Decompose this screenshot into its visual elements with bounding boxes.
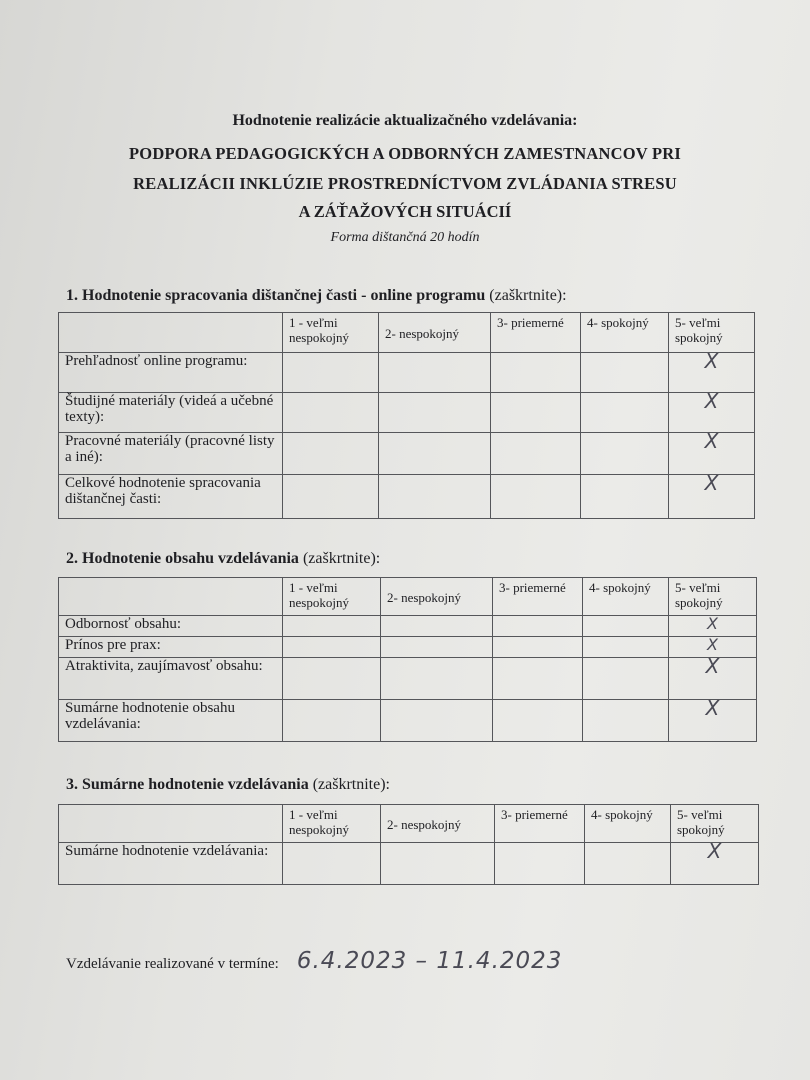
section-1-table [58, 312, 755, 519]
section-2-table [58, 577, 757, 742]
rating-cell[interactable] [493, 658, 583, 700]
rating-cell[interactable] [283, 393, 379, 433]
col-header-4: 4- spokojný [585, 805, 671, 843]
rating-cell-checked[interactable] [669, 349, 755, 393]
rating-cell-checked[interactable] [669, 389, 755, 433]
table-row [59, 700, 757, 742]
handwritten-x-mark: X [704, 471, 719, 495]
table-header-row [59, 313, 755, 353]
row-label: Prínos pre prax: [59, 637, 283, 658]
row-label: Odbornosť obsahu: [59, 616, 283, 637]
header-corner-cell [59, 805, 283, 843]
table-row [59, 433, 755, 475]
rating-cell-checked[interactable] [669, 696, 757, 742]
rating-cell[interactable] [283, 658, 381, 700]
header-corner-cell [59, 313, 283, 353]
rating-cell[interactable] [581, 433, 669, 475]
training-dates [66, 948, 562, 974]
rating-cell[interactable] [283, 475, 379, 519]
handwritten-dates: 6.4.2023 – 11.4.2023 [296, 948, 563, 974]
rating-cell[interactable] [379, 433, 491, 475]
rating-cell[interactable] [381, 637, 493, 658]
col-header-3: 3- priemerné [495, 805, 585, 843]
table-header-row [59, 805, 759, 843]
col-header-2: 2- nespokojný [379, 313, 491, 353]
row-label: Sumárne hodnotenie vzdelávania: [59, 843, 283, 885]
form-subtitle: Forma dištančná 20 hodín [330, 230, 480, 245]
handwritten-x-mark: X [707, 614, 718, 633]
rating-cell[interactable] [493, 616, 583, 637]
rating-cell[interactable] [583, 658, 669, 700]
row-label: Atraktivita, zaujímavosť obsahu: [59, 658, 283, 700]
rating-cell[interactable] [585, 843, 671, 885]
col-header-5: 5- veľmi spokojný [669, 578, 757, 616]
row-label: Celkové hodnotenie spracovania dištančnej časti: [59, 475, 283, 519]
rating-cell[interactable] [283, 433, 379, 475]
section-2-title: 2. Hodnotenie obsahu vzdelávania (zaškrtnite): [66, 550, 381, 567]
rating-cell-checked[interactable] [671, 839, 759, 885]
rating-cell[interactable] [495, 843, 585, 885]
rating-cell[interactable] [381, 658, 493, 700]
table-row [59, 658, 757, 700]
section-3-title: 3. Sumárne hodnotenie vzdelávania (zaškrtnite): [66, 776, 390, 793]
rating-cell-checked[interactable] [669, 616, 757, 637]
section-1-title: 1. Hodnotenie spracovania dištančnej časti - online programu (zaškrtnite): [66, 287, 567, 304]
program-title-line-3: A ZÁŤAŽOVÝCH SITUÁCIÍ [298, 202, 512, 221]
rating-cell[interactable] [381, 700, 493, 742]
header-corner-cell [59, 578, 283, 616]
rating-cell[interactable] [381, 843, 495, 885]
handwritten-x-mark: X [705, 696, 720, 720]
row-label: Študijné materiály (videá a učebné texty): [59, 393, 283, 433]
col-header-5: 5- veľmi spokojný [671, 805, 759, 843]
dates-label: Vzdelávanie realizované v termíne: [66, 956, 279, 972]
rating-cell[interactable] [491, 475, 581, 519]
col-header-3: 3- priemerné [493, 578, 583, 616]
col-header-2: 2- nespokojný [381, 578, 493, 616]
rating-cell[interactable] [283, 353, 379, 393]
rating-cell-checked[interactable] [669, 429, 755, 475]
rating-cell[interactable] [583, 637, 669, 658]
handwritten-x-mark: X [705, 654, 720, 678]
rating-cell[interactable] [583, 616, 669, 637]
program-title-line-2: REALIZÁCII INKLÚZIE PROSTREDNÍCTVOM ZVLÁDANIA STRESU [133, 174, 677, 193]
rating-cell[interactable] [493, 637, 583, 658]
rating-cell-checked[interactable] [669, 471, 755, 519]
rating-cell[interactable] [491, 353, 581, 393]
col-header-4: 4- spokojný [583, 578, 669, 616]
rating-cell[interactable] [283, 637, 381, 658]
rating-cell[interactable] [583, 700, 669, 742]
section-3-table [58, 804, 759, 885]
row-label: Pracovné materiály (pracovné listy a iné): [59, 433, 283, 475]
row-label: Prehľadnosť online programu: [59, 353, 283, 393]
col-header-5: 5- veľmi spokojný [669, 313, 755, 353]
col-header-1: 1 - veľmi nespokojný [283, 313, 379, 353]
rating-cell[interactable] [493, 700, 583, 742]
row-label: Sumárne hodnotenie obsahu vzdelávania: [59, 700, 283, 742]
rating-cell[interactable] [379, 353, 491, 393]
rating-cell[interactable] [581, 353, 669, 393]
col-header-1: 1 - veľmi nespokojný [283, 805, 381, 843]
table-row [59, 393, 755, 433]
form-heading: Hodnotenie realizácie aktualizačného vzdelávania: [232, 112, 578, 129]
program-title-line-1: PODPORA PEDAGOGICKÝCH A ODBORNÝCH ZAMESTNANCOV PRI [129, 144, 681, 163]
handwritten-x-mark: X [707, 635, 718, 654]
rating-cell-checked[interactable] [669, 654, 757, 700]
col-header-2: 2- nespokojný [381, 805, 495, 843]
handwritten-x-mark: X [707, 839, 722, 863]
rating-cell[interactable] [379, 393, 491, 433]
rating-cell[interactable] [381, 616, 493, 637]
col-header-3: 3- priemerné [491, 313, 581, 353]
handwritten-x-mark: X [704, 429, 719, 453]
rating-cell[interactable] [283, 843, 381, 885]
col-header-1: 1 - veľmi nespokojný [283, 578, 381, 616]
table-row [59, 353, 755, 393]
table-row [59, 637, 757, 658]
rating-cell[interactable] [379, 475, 491, 519]
rating-cell[interactable] [491, 393, 581, 433]
handwritten-x-mark: X [704, 389, 719, 413]
table-row [59, 475, 755, 519]
rating-cell[interactable] [491, 433, 581, 475]
rating-cell[interactable] [581, 393, 669, 433]
rating-cell[interactable] [283, 700, 381, 742]
table-row [59, 616, 757, 637]
col-header-4: 4- spokojný [581, 313, 669, 353]
rating-cell[interactable] [581, 475, 669, 519]
handwritten-x-mark: X [704, 349, 719, 373]
table-row [59, 843, 759, 885]
table-header-row [59, 578, 757, 616]
rating-cell[interactable] [283, 616, 381, 637]
